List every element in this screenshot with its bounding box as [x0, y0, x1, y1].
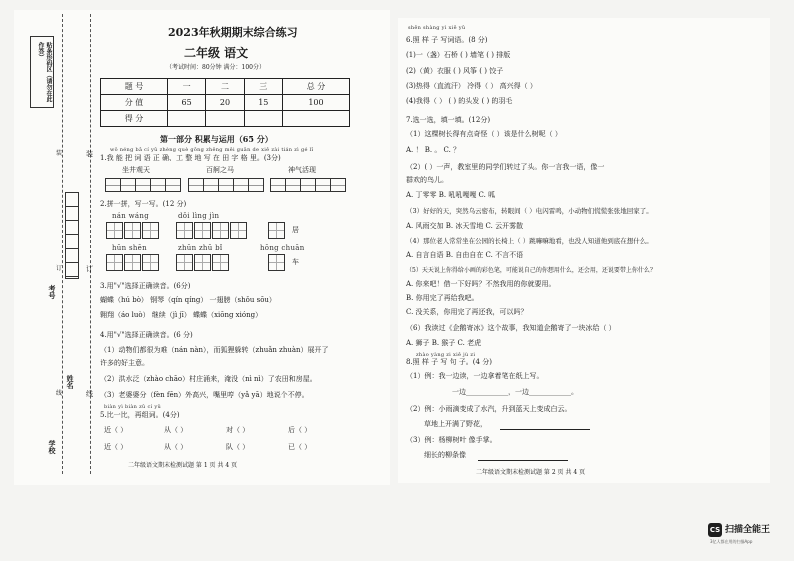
right-footer: 二年级语文期末检测试题 第 2 页 共 4 页 [476, 469, 586, 476]
score-value-cell: 20 [206, 95, 244, 111]
binding-line-inner [90, 14, 91, 474]
q5-cell[interactable]: 队（ ） [226, 443, 250, 451]
exam-info: （考试时间：80分钟 满分：100分） [166, 64, 265, 71]
school-label: 学校 [48, 440, 57, 454]
q2-pinyin-5: hōng chuān [260, 244, 305, 252]
q4-text: 4.用"√"选择正确读音。(6 分) [100, 331, 193, 339]
q1-grid-2[interactable] [188, 178, 263, 192]
score-obtained-cell[interactable] [206, 111, 244, 127]
q2-box[interactable] [106, 222, 123, 239]
q8-item-2-answer-line[interactable] [500, 429, 590, 430]
q8-item-3-answer-line[interactable] [478, 460, 568, 461]
q5-cell[interactable]: 对（ ） [226, 426, 250, 434]
q8-item-2: （2）例：小雨滴变成了水汽，升到蓝天上变成白云。 [406, 405, 572, 413]
score-header-cell: 二 [206, 79, 244, 95]
barcode-notice: 贴条形码区（请勿在此作答） [37, 42, 52, 102]
q7-item-4: （4）那位老人常常坐在公园的长椅上（ ）跳嘛嘛地看，也没人知道他到底在想什么。 [406, 237, 653, 245]
score-obtained-cell[interactable] [282, 111, 349, 127]
score-header-cell: 三 [244, 79, 282, 95]
q2-box[interactable] [142, 222, 159, 239]
q2-box[interactable] [142, 254, 159, 271]
q3-row-1: 蝴蝶（hú bò） 钢琴（qín qíng） 一翅膀（shǒu sōu） [100, 296, 276, 304]
q2-box[interactable] [212, 254, 229, 271]
q7-item-5: （5）天天说上你得给小画的彩色笔，可能说自己的你想用什么，还会用，还说要带上你什么？ [406, 267, 656, 274]
score-header-cell: 题 号 [101, 79, 168, 95]
binding-char-6: 线 [56, 390, 63, 397]
q2-pinyin-3: hūn shēn [112, 244, 147, 252]
q2-box[interactable] [268, 254, 285, 271]
q2-pinyin-4: zhūn zhū bǐ [178, 244, 223, 252]
q6-text: 6.照 样 子 写词语。(8 分) [406, 36, 488, 44]
binding-line [62, 14, 63, 474]
q2-box[interactable] [106, 254, 123, 271]
camscanner-name: 扫描全能王 [725, 525, 771, 535]
q7-text: 7.选一选，填一填。(12分) [406, 116, 491, 124]
q5-cell[interactable]: 已（ ） [288, 443, 312, 451]
q3-row-2: 翱翔（áo luò） 继续（jì jī） 蝶蝶（xiōng xióng） [100, 311, 263, 319]
score-value-cell: 15 [244, 95, 282, 111]
q1-word-2: 百舸之马 [206, 166, 234, 174]
left-footer: 二年级语文期末检测试题 第 1 页 共 4 页 [128, 462, 238, 469]
score-obtained-label: 得 分 [101, 111, 168, 127]
q2-side-char-1: 居 [292, 226, 299, 234]
q2-box[interactable] [268, 222, 285, 239]
binding-char-4: 装 [56, 150, 63, 157]
page-title: 2023年秋期期末综合练习 [168, 26, 298, 39]
q7-item-2b: 群欢的鸟儿。 [406, 176, 448, 184]
score-obtained-cell[interactable] [244, 111, 282, 127]
q6-row: (2)（黄）衣服 ( ) 风筝 ( ) 饺子 [406, 67, 504, 75]
score-value-cell: 65 [167, 95, 205, 111]
page-subtitle: 二年级 语文 [184, 46, 249, 60]
q2-box[interactable] [194, 222, 211, 239]
right-top-pinyin: shēn shàng yì xiē yǔ [408, 25, 466, 31]
q6-row: (4)我得（ ） ( ) 的头发 ( ) 的羽毛 [406, 97, 513, 105]
q2-text: 2.拼一拼，写一写。(12 分) [100, 200, 187, 208]
q2-box[interactable] [124, 254, 141, 271]
q7-item-6: （6）我读过《企鹅寄冰》这个故事，我知道企鹅寄了一块冰给（ ） [406, 324, 616, 332]
part1-heading: 第一部分 积累与运用（65 分） [160, 134, 273, 144]
q7-item-5-option-c: C. 没关系，你用完了再还我，可以吗？ [406, 308, 528, 316]
q7-item-2-options: A. 丁零零 B. 吼吼嘎嘎 C. 呱 [406, 191, 496, 199]
q7-item-3: （3）好好的天，突然乌云密布，转眼间（ ）电闪雷鸣，小动物们慌慌张张地回家了。 [406, 207, 653, 215]
camscanner-tagline: 3亿人都在用的扫描App [710, 539, 753, 544]
q4-item-1b: 许多的好主意。 [100, 359, 149, 367]
q2-box[interactable] [230, 222, 247, 239]
binding-char-2: 订 [86, 265, 93, 273]
q1-word-1: 坐井观天 [122, 166, 150, 174]
q8-pinyin: zhào yàng zi xiě jù zi [416, 352, 476, 358]
q8-text: 8.照 样 子 写 句 子。(4 分) [406, 358, 492, 366]
score-obtained-cell[interactable] [167, 111, 205, 127]
q8-item-2-fill: 草地上开满了野花， [424, 420, 487, 428]
q2-box[interactable] [212, 222, 229, 239]
q4-item-3: （3）老婆婆分（fèn fēn）外高兴，嘴里哼（yǎ yā）地说个不停。 [100, 391, 309, 399]
q5-cell[interactable]: 从（ ） [164, 443, 188, 451]
q2-box[interactable] [124, 222, 141, 239]
q5-cell[interactable]: 从（ ） [164, 426, 188, 434]
q2-pinyin-1: nán wáng [112, 212, 149, 220]
q6-row: (3)热得（直流汗） 冷得（ ） 高兴得（ ） [406, 82, 537, 90]
q2-box[interactable] [194, 254, 211, 271]
q2-pinyin-2: dǒi lìng jìn [178, 212, 220, 220]
q4-item-1: （1）动物们都很为难（nán nàn），而狐狸躲转（zhuǎn zhuàn）展开了 [100, 346, 329, 354]
q8-item-1: （1）例：我一边读，一边拿着笔在纸上写。 [406, 372, 544, 380]
score-value-cell: 100 [282, 95, 349, 111]
q1-word-3: 神气活现 [288, 166, 316, 174]
q8-item-1-fill[interactable]: 一边____________，一边____________。 [452, 388, 578, 396]
binding-char-5: 订 [56, 265, 63, 272]
q6-row: (1)一（盏）石桥 ( ) 墙笔 ( ) 排版 [406, 51, 511, 59]
q7-item-6-options: A. 狮子 B. 猴子 C. 老虎 [406, 339, 482, 347]
score-header-cell: 总 分 [282, 79, 349, 95]
q2-box[interactable] [176, 222, 193, 239]
name-label: 姓名 [66, 375, 75, 389]
q2-box[interactable] [176, 254, 193, 271]
q7-item-5-option-b: B. 你用完了再给我吧。 [406, 294, 479, 302]
q2-side-char-2: 车 [292, 258, 299, 266]
q7-item-4-options: A. 自言自语 B. 自由自在 C. 不言不语 [406, 251, 524, 259]
q5-cell[interactable]: 近（ ） [104, 426, 128, 434]
q8-item-3-fill: 细长的柳条像 [424, 451, 466, 459]
q5-cell[interactable]: 后（ ） [288, 426, 312, 434]
q3-text: 3.用"√"选择正确读音。(6分) [100, 282, 191, 290]
q5-cell[interactable]: 近（ ） [104, 443, 128, 451]
q4-item-2: （2）洪水泛（zhào chāo）村庄涌来，淹没（nì nì）了农田和房屋。 [100, 375, 317, 383]
q5-text: 5.比一比，再组词。(4分) [100, 411, 180, 419]
binding-char-3: 线 [86, 390, 93, 398]
score-header-cell: 一 [167, 79, 205, 95]
q1-grid-1[interactable] [105, 178, 180, 192]
binding-char-1: 装 [86, 150, 93, 158]
score-value-cell: 分 值 [101, 95, 168, 111]
q7-item-3-options: A. 风雨交加 B. 冰天雪地 C. 云开雾散 [406, 222, 524, 230]
q7-item-2: （2）( ）一声，教室里的同学们转过了头。你一言我一语，像一 [406, 163, 605, 171]
q7-item-1-options: A. ！ B. 。 C. ？ [406, 146, 461, 154]
q7-item-5-option-a: A. 你来吧！借一下好吗？不然我用的你就要用。 [406, 280, 556, 288]
exam-no-label: 考号 [48, 285, 57, 299]
score-table [100, 78, 350, 127]
q1-pinyin: wǒ néng bǎ cí yǔ zhèng què gōng zhěng měi guān de xiě zài tián zì gé lǐ [110, 147, 314, 153]
q8-item-3: （3）例：杨柳树叶 像手掌。 [406, 436, 497, 444]
q5-pinyin: biàn yì biàn zǔ cí yǔ [104, 404, 161, 410]
seat-number-boxes [65, 192, 79, 279]
camscanner-logo-icon: CS [708, 523, 722, 537]
q1-grid-3[interactable] [270, 178, 345, 192]
q7-item-1: （1）这棵树长得有点奇怪（ ）该是什么树呢（ ） [406, 130, 562, 138]
q1-text: 1.我 能 把 词 语 正 确、工 整 地 写 在 田 字 格 里。(3分) [100, 154, 281, 162]
